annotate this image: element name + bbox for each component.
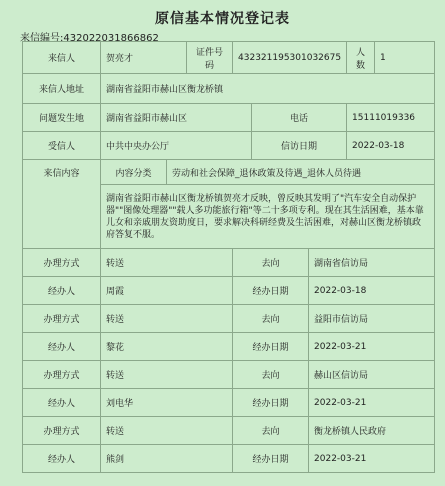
handler-value: 黎花 [101,333,233,361]
address-row [23,74,435,104]
record-row-method [23,417,435,445]
petition-date-label: 信访日期 [252,132,347,160]
handling-date-label: 经办日期 [233,389,309,417]
recipient-label: 受信人 [23,132,101,160]
content-category-row [23,160,435,185]
destination-value: 湖南省信访局 [309,249,435,277]
address-label: 来信人地址 [23,74,101,104]
address-value: 湖南省益阳市赫山区衡龙桥镇 [101,74,435,104]
handler-value: 周霞 [101,277,233,305]
handler-label: 经办人 [23,389,101,417]
record-row-handler [23,277,435,305]
content-text: 湖南省益阳市赫山区衡龙桥镇贺亮才反映，曾反映其发明了"汽车安全自动保护器""图像处理器""载人多功能旅行箱"等二十多项专利。现在其生活困难，基本靠儿女和亲戚朋友资助度日，要求解决科研经费及生活困难，对赫山区衡龙桥镇政府答复不服。 [101,185,435,249]
handler-value: 熊剑 [101,445,233,473]
record-row-method [23,361,435,389]
handling-date-label: 经办日期 [233,445,309,473]
count-value: 1 [375,42,435,74]
petition-date-value: 2022-03-18 [347,132,435,160]
petitioner-label: 来信人 [23,42,101,74]
category-label: 内容分类 [101,160,167,185]
registration-table [22,41,435,473]
serial-number: 来信编号:432022031866862 [20,33,159,44]
id-number-value: 432321195301032675 [233,42,347,74]
handling-date-value: 2022-03-21 [309,445,435,473]
category-value: 劳动和社会保障_退休政策及待遇_退休人员待遇 [167,160,435,185]
destination-value: 衡龙桥镇人民政府 [309,417,435,445]
phone-value: 15111019336 [347,104,435,132]
record-row-method [23,305,435,333]
method-value: 转送 [101,417,233,445]
record-row-handler [23,445,435,473]
petitioner-row [23,42,435,74]
record-row-handler [23,389,435,417]
destination-label: 去向 [233,305,309,333]
id-number-label: 证件号码 [187,42,233,74]
destination-label: 去向 [233,361,309,389]
handling-date-value: 2022-03-21 [309,389,435,417]
handling-date-label: 经办日期 [233,333,309,361]
method-label: 办理方式 [23,305,101,333]
destination-label: 去向 [233,417,309,445]
handling-date-label: 经办日期 [233,277,309,305]
method-label: 办理方式 [23,417,101,445]
method-value: 转送 [101,361,233,389]
issue-row [23,104,435,132]
handler-label: 经办人 [23,445,101,473]
method-value: 转送 [101,305,233,333]
issue-location-label: 问题发生地 [23,104,101,132]
petitioner-name: 贺亮才 [101,42,187,74]
method-label: 办理方式 [23,249,101,277]
method-label: 办理方式 [23,361,101,389]
destination-value: 赫山区信访局 [309,361,435,389]
handling-date-value: 2022-03-18 [309,277,435,305]
method-value: 转送 [101,249,233,277]
handler-label: 经办人 [23,277,101,305]
recipient-row [23,132,435,160]
recipient-value: 中共中央办公厅 [101,132,252,160]
destination-value: 益阳市信访局 [309,305,435,333]
destination-label: 去向 [233,249,309,277]
issue-location-value: 湖南省益阳市赫山区 [101,104,252,132]
count-label: 人数 [347,42,375,74]
handler-label: 经办人 [23,333,101,361]
record-row-method [23,249,435,277]
content-label: 来信内容 [23,160,101,249]
form-title: 原信基本情况登记表 [155,11,290,27]
record-row-handler [23,333,435,361]
handling-date-value: 2022-03-21 [309,333,435,361]
handler-value: 刘电华 [101,389,233,417]
phone-label: 电话 [252,104,347,132]
